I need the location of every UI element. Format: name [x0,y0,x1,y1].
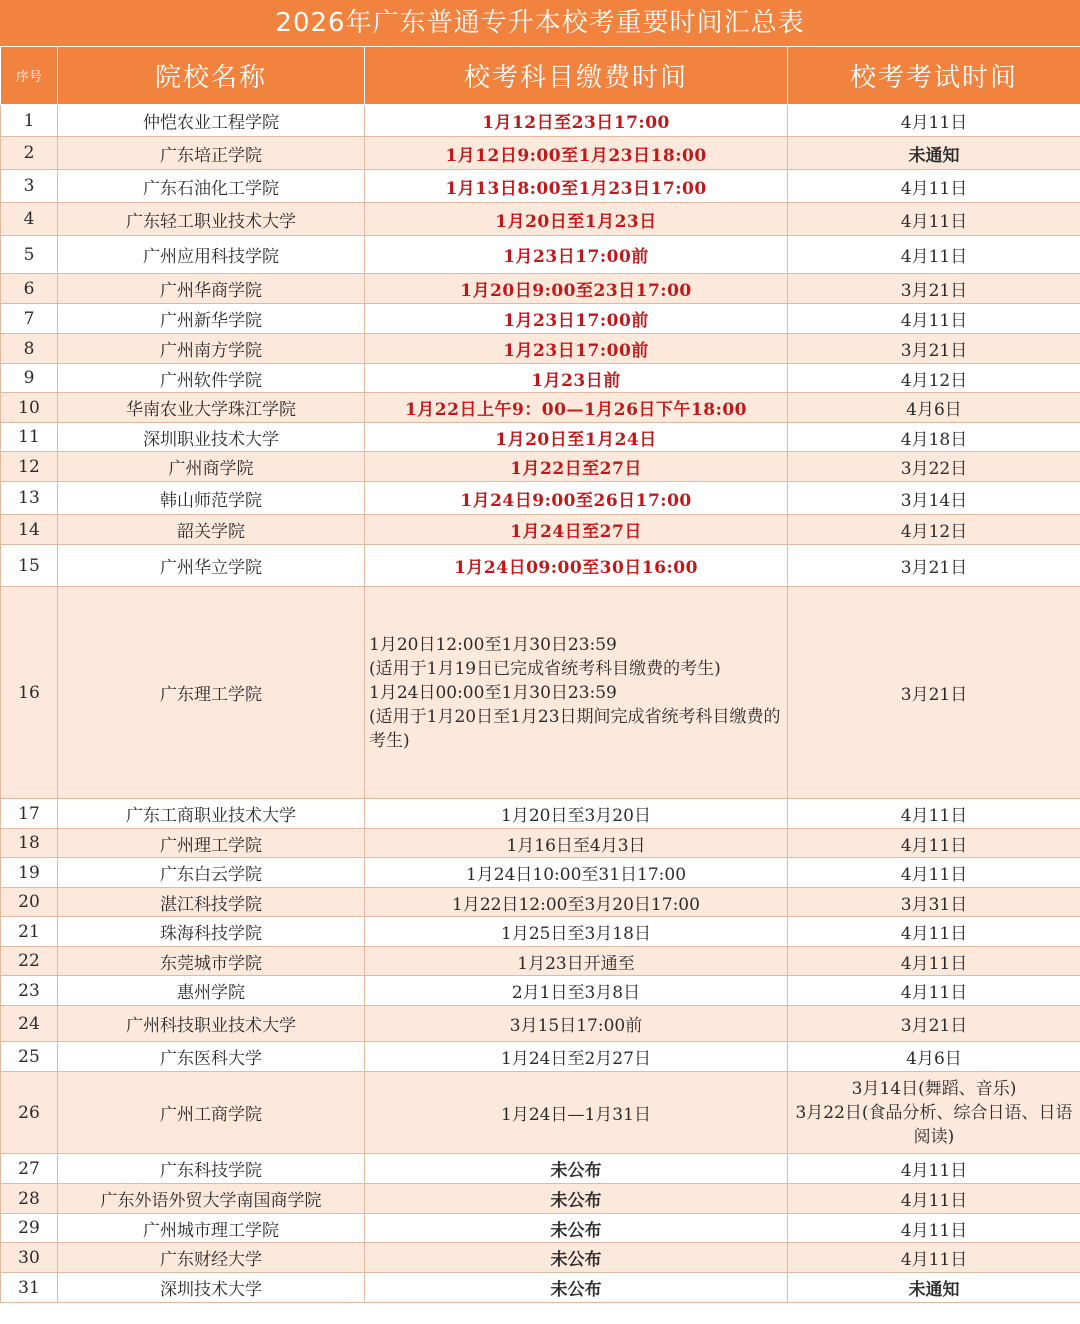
row-number: 11 [1,423,58,452]
row-number: 5 [1,236,58,274]
table-row [1,105,1080,137]
school-name: 广州城市理工学院 [58,1214,365,1243]
row-number: 7 [1,304,58,334]
fee-period: 1月16日至4月3日 [365,829,788,858]
fee-period: 2月1日至3月8日 [365,976,788,1006]
row-number: 28 [1,1184,58,1214]
table-row [1,545,1080,587]
fee-period: 1月20日9:00至23日17:00 [365,274,788,304]
exam-date: 3月21日 [788,334,1080,364]
fee-period: 1月24日至2月27日 [365,1042,788,1072]
header-row [1,47,1080,105]
school-name: 广东培正学院 [58,137,365,170]
row-number: 20 [1,888,58,917]
row-number: 31 [1,1273,58,1303]
exam-date: 4月12日 [788,364,1080,393]
exam-date: 3月22日 [788,452,1080,482]
exam-date: 3月31日 [788,888,1080,917]
header-seq: 序号 [1,47,58,105]
fee-period: 1月20日至1月23日 [365,203,788,236]
exam-date: 4月11日 [788,1243,1080,1273]
school-name: 广东医科大学 [58,1042,365,1072]
fee-period: 1月20日至3月20日 [365,799,788,829]
table-row [1,274,1080,304]
row-number: 30 [1,1243,58,1273]
exam-date: 4月11日 [788,917,1080,947]
exam-date: 4月11日 [788,170,1080,203]
row-number: 2 [1,137,58,170]
school-name: 广东工商职业技术大学 [58,799,365,829]
row-number: 27 [1,1154,58,1184]
row-number: 24 [1,1006,58,1042]
table-row [1,304,1080,334]
fee-period: 1月22日12:00至3月20日17:00 [365,888,788,917]
school-name: 广东理工学院 [58,587,365,799]
row-number: 6 [1,274,58,304]
school-name: 湛江科技学院 [58,888,365,917]
fee-period: 未公布 [365,1214,788,1243]
fee-period: 1月23日17:00前 [365,304,788,334]
exam-date: 未通知 [788,137,1080,170]
fee-period: 1月24日—1月31日 [365,1072,788,1154]
exam-date: 3月21日 [788,1006,1080,1042]
school-name: 深圳技术大学 [58,1273,365,1303]
school-name: 广东白云学院 [58,858,365,888]
table-body [1,105,1080,1303]
table-row [1,364,1080,393]
fee-period: 1月24日至27日 [365,515,788,545]
school-name: 广州工商学院 [58,1072,365,1154]
exam-date: 4月11日 [788,829,1080,858]
exam-date: 4月11日 [788,203,1080,236]
exam-date: 4月11日 [788,799,1080,829]
row-number: 9 [1,364,58,393]
row-number: 17 [1,799,58,829]
exam-date: 4月11日 [788,858,1080,888]
row-number: 10 [1,393,58,423]
schedule-table [0,46,1080,1303]
exam-date: 4月11日 [788,304,1080,334]
fee-period: 1月20日至1月24日 [365,423,788,452]
row-number: 25 [1,1042,58,1072]
fee-period: 1月23日前 [365,364,788,393]
row-number: 15 [1,545,58,587]
row-number: 19 [1,858,58,888]
exam-date: 3月14日 [788,482,1080,515]
school-name: 惠州学院 [58,976,365,1006]
table-row [1,976,1080,1006]
table-row [1,1042,1080,1072]
row-number: 22 [1,947,58,976]
header-school: 院校名称 [58,47,365,105]
table-row [1,1154,1080,1184]
row-number: 1 [1,105,58,137]
exam-date: 4月11日 [788,236,1080,274]
exam-date: 4月11日 [788,1154,1080,1184]
school-name: 广州软件学院 [58,364,365,393]
table-row [1,1184,1080,1214]
exam-date: 3月21日 [788,587,1080,799]
table-row [1,1243,1080,1273]
school-name: 深圳职业技术大学 [58,423,365,452]
fee-period: 未公布 [365,1154,788,1184]
school-name: 广州华立学院 [58,545,365,587]
exam-date: 3月14日(舞蹈、音乐) 3月22日(食品分析、综合日语、日语阅读) [788,1072,1080,1154]
school-name: 广东外语外贸大学南国商学院 [58,1184,365,1214]
table-row [1,203,1080,236]
school-name: 韶关学院 [58,515,365,545]
exam-date: 3月21日 [788,274,1080,304]
school-name: 仲恺农业工程学院 [58,105,365,137]
row-number: 29 [1,1214,58,1243]
table-row [1,1072,1080,1154]
page-title: 2026年广东普通专升本校考重要时间汇总表 [0,0,1080,46]
table-row [1,170,1080,203]
table-row [1,888,1080,917]
table-row [1,1214,1080,1243]
row-number: 14 [1,515,58,545]
school-name: 广州新华学院 [58,304,365,334]
table-row [1,482,1080,515]
fee-period: 1月24日09:00至30日16:00 [365,545,788,587]
table-row [1,858,1080,888]
row-number: 23 [1,976,58,1006]
row-number: 26 [1,1072,58,1154]
table-row [1,917,1080,947]
fee-period: 1月22日至27日 [365,452,788,482]
fee-period: 1月22日上午9：00—1月26日下午18:00 [365,393,788,423]
header-exam: 校考考试时间 [788,47,1080,105]
row-number: 18 [1,829,58,858]
row-number: 12 [1,452,58,482]
exam-date: 4月12日 [788,515,1080,545]
exam-date: 3月21日 [788,545,1080,587]
table-row [1,334,1080,364]
fee-period: 3月15日17:00前 [365,1006,788,1042]
exam-date: 4月18日 [788,423,1080,452]
row-number: 21 [1,917,58,947]
fee-period: 1月13日8:00至1月23日17:00 [365,170,788,203]
school-name: 广州理工学院 [58,829,365,858]
exam-date: 4月6日 [788,1042,1080,1072]
school-name: 珠海科技学院 [58,917,365,947]
table-row [1,587,1080,799]
school-name: 广州科技职业技术大学 [58,1006,365,1042]
school-name: 广东石油化工学院 [58,170,365,203]
fee-period: 1月24日10:00至31日17:00 [365,858,788,888]
fee-period: 1月23日17:00前 [365,236,788,274]
header-fee: 校考科目缴费时间 [365,47,788,105]
school-name: 韩山师范学院 [58,482,365,515]
fee-period: 未公布 [365,1184,788,1214]
table-row [1,423,1080,452]
fee-period: 1月24日9:00至26日17:00 [365,482,788,515]
school-name: 广东科技学院 [58,1154,365,1184]
table-row [1,829,1080,858]
table-row [1,1006,1080,1042]
row-number: 13 [1,482,58,515]
exam-date: 4月11日 [788,1214,1080,1243]
school-name: 华南农业大学珠江学院 [58,393,365,423]
fee-period: 1月12日至23日17:00 [365,105,788,137]
fee-period: 1月23日17:00前 [365,334,788,364]
table-row [1,1273,1080,1303]
table-row [1,799,1080,829]
fee-period: 1月25日至3月18日 [365,917,788,947]
fee-period: 1月12日9:00至1月23日18:00 [365,137,788,170]
school-name: 广州南方学院 [58,334,365,364]
table-row [1,515,1080,545]
fee-period: 未公布 [365,1273,788,1303]
exam-date: 4月11日 [788,1184,1080,1214]
row-number: 16 [1,587,58,799]
school-name: 广州商学院 [58,452,365,482]
fee-period: 1月23日开通至 [365,947,788,976]
table-row [1,947,1080,976]
row-number: 3 [1,170,58,203]
table-row [1,452,1080,482]
school-name: 东莞城市学院 [58,947,365,976]
exam-date: 4月11日 [788,105,1080,137]
table-row [1,236,1080,274]
row-number: 4 [1,203,58,236]
school-name: 广东轻工职业技术大学 [58,203,365,236]
exam-date: 4月11日 [788,947,1080,976]
school-name: 广州华商学院 [58,274,365,304]
fee-period: 1月20日12:00至1月30日23:59 (适用于1月19日已完成省统考科目缴费的考生) 1月24日00:00至1月30日23:59 (适用于1月20日至1月23日期间完成省统考科目缴费的考生) [365,587,788,799]
school-name: 广东财经大学 [58,1243,365,1273]
fee-period: 未公布 [365,1243,788,1273]
school-name: 广州应用科技学院 [58,236,365,274]
row-number: 8 [1,334,58,364]
exam-date: 未通知 [788,1273,1080,1303]
exam-date: 4月6日 [788,393,1080,423]
exam-date: 4月11日 [788,976,1080,1006]
table-row [1,137,1080,170]
table-row [1,393,1080,423]
